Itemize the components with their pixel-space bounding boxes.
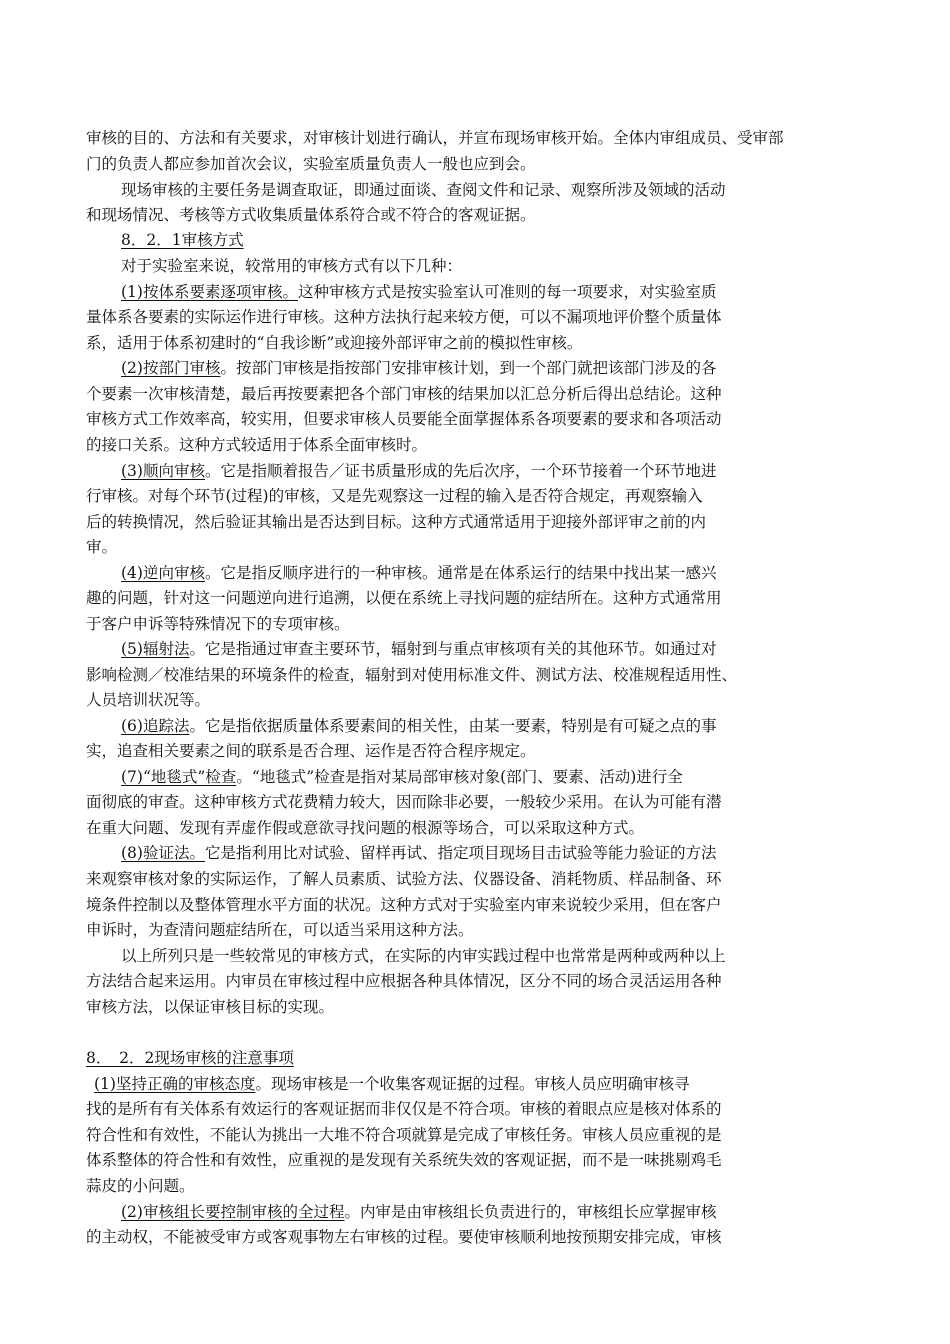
method-title: (2)审核组长要控制审核的全过程: [121, 1203, 345, 1221]
paragraph-line: (6)追踪法。它是指依据质量体系要素间的相关性，由某一要素，特别是有可疑之点的事: [121, 717, 717, 735]
paragraph-line: (2)按部门审核。按部门审核是指按部门安排审核计划，到一个部门就把该部门涉及的各: [121, 359, 717, 377]
paragraph-line: (2)审核组长要控制审核的全过程。内审是由审核组长负责进行的，审核组长应掌握审核: [121, 1203, 717, 1221]
method-title: (2)按部门审核: [121, 359, 221, 377]
paragraph-line: 符合性和有效性，不能认为挑出一大堆不符合项就算是完成了审核任务。审核人员应重视的是: [86, 1126, 722, 1144]
paragraph-line: (8)验证法。它是指利用比对试验、留样再试、指定项目现场目击试验等能力验证的方法: [121, 844, 717, 862]
paragraph-line: 实，追查相关要素之间的联系是否合理、运作是否符合程序规定。: [86, 742, 536, 760]
paragraph-line: 影响检测／校准结果的环境条件的检查，辐射到对使用标准文件、测试方法、校准规程适用性、: [86, 666, 738, 684]
paragraph-line: 行审核。对每个环节(过程)的审核，又是先观察这一过程的输入是否符合规定，再观察输入: [86, 487, 703, 505]
paragraph-line: 个要素一次审核清楚，最后再按要素把各个部门审核的结果加以汇总分析后得出总结论。这种: [86, 385, 722, 403]
paragraph-line: (4)逆向审核。它是指反顺序进行的一种审核。通常是在体系运行的结果中找出某一感兴: [121, 564, 717, 582]
section-heading: 8． 2．2现场审核的注意事项: [86, 1049, 294, 1067]
paragraph-line: 现场审核的主要任务是调查取证，即通过面谈、查阅文件和记录、观察所涉及领域的活动: [121, 181, 726, 199]
paragraph-line: 审。: [86, 538, 118, 556]
paragraph-line: 以上所列只是一些较常见的审核方式，在实际的内审实践过程中也常常是两种或两种以上: [121, 947, 726, 965]
paragraph-line: 审核方式工作效率高，较实用，但要求审核人员要能全面掌握体系各项要素的要求和各项活动: [86, 410, 722, 428]
paragraph-line: 和现场情况、考核等方式收集质量体系符合或不符合的客观证据。: [86, 206, 536, 224]
paragraph-line: 体系整体的符合性和有效性，应重视的是发现有关系统失效的客观证据，而不是一味挑剔鸡毛: [86, 1151, 722, 1169]
method-title: (8)验证法。: [121, 844, 205, 862]
paragraph-line: 人员培训状况等。: [86, 691, 211, 709]
method-title: (4)逆向审核: [121, 564, 205, 582]
paragraph-line: 方法结合起来运用。内审员在审核过程中应根据各种具体情况，区分不同的场合灵活运用各种: [86, 972, 722, 990]
paragraph-line: (1)坚持正确的审核态度。现场审核是一个收集客观证据的过程。审核人员应明确审核寻: [94, 1075, 690, 1093]
paragraph-line: 门的负责人都应参加首次会议，实验室质量负责人一般也应到会。: [86, 155, 536, 173]
section-heading: 8．2．1审核方式: [121, 231, 244, 249]
paragraph-line: 审核方法，以保证审核目标的实现。: [86, 998, 335, 1016]
paragraph-line: 趣的问题，针对这一问题逆向进行追溯，以便在系统上寻找问题的症结所在。这种方式通常用: [86, 589, 722, 607]
method-title: (6)追踪法: [121, 717, 190, 735]
paragraph-line: 于客户申诉等特殊情况下的专项审核。: [86, 615, 350, 633]
paragraph-line: 审核的目的、方法和有关要求，对审核计划进行确认，并宣布现场审核开始。全体内审组成员、受审部: [86, 129, 784, 147]
paragraph-line: 来观察审核对象的实际运作，了解人员素质、试验方法、仪器设备、消耗物质、样品制备、环: [86, 870, 722, 888]
paragraph-line: (7)“地毯式”检查。“地毯式”检查是指对某局部审核对象(部门、要素、活动)进行全: [121, 768, 683, 786]
paragraph-line: (3)顺向审核。它是指顺着报告／证书质量形成的先后次序，一个环节接着一个环节地进: [121, 462, 717, 480]
paragraph-line: 的接口关系。这种方式较适用于体系全面审核时。: [86, 436, 428, 454]
paragraph-line: (1)按体系要素逐项审核。这种审核方式是按实验室认可准则的每一项要求，对实验室质: [121, 283, 717, 301]
paragraph-line: 境条件控制以及整体管理水平方面的状况。这种方式对于实验室内审来说较少采用，但在客户: [86, 896, 722, 914]
method-title: (1)按体系要素逐项审核。: [121, 283, 298, 301]
paragraph-line: 量体系各要素的实际运作进行审核。这种方法执行起来较方便，可以不漏项地评价整个质量体: [86, 308, 722, 326]
paragraph-line: 蒜皮的小问题。: [86, 1177, 195, 1195]
paragraph-line: 后的转换情况，然后验证其输出是否达到目标。这种方式通常适用于迎接外部评审之前的内: [86, 513, 707, 531]
method-title: (5)辐射法: [121, 640, 190, 658]
paragraph-line: 找的是所有有关体系有效运行的客观证据而非仅仅是不符合项。审核的着眼点应是核对体系的: [86, 1100, 722, 1118]
paragraph-line: 在重大问题、发现有弄虚作假或意欲寻找问题的根源等场合，可以采取这种方式。: [86, 819, 645, 837]
method-title: (7)“地毯式”检查: [121, 768, 237, 786]
paragraph-line: 对于实验室来说，较常用的审核方式有以下几种：: [121, 257, 463, 275]
paragraph-line: 面彻底的审查。这种审核方式花费精力较大，因而除非必要，一般较少采用。在认为可能有潜: [86, 793, 722, 811]
paragraph-line: 的主动权，不能被受审方或客观事物左右审核的过程。要使审核顺利地按预期安排完成，审核: [86, 1228, 722, 1246]
method-title: (3)顺向审核: [121, 462, 205, 480]
paragraph-line: 系，适用于体系初建时的“自我诊断”或迎接外部评审之前的模拟性审核。: [86, 334, 583, 352]
paragraph-line: 申诉时，为查清问题症结所在，可以适当采用这种方法。: [86, 921, 474, 939]
method-title: (1)坚持正确的审核态度: [94, 1075, 256, 1093]
paragraph-line: (5)辐射法。它是指通过审查主要环节，辐射到与重点审核项有关的其他环节。如通过对: [121, 640, 717, 658]
